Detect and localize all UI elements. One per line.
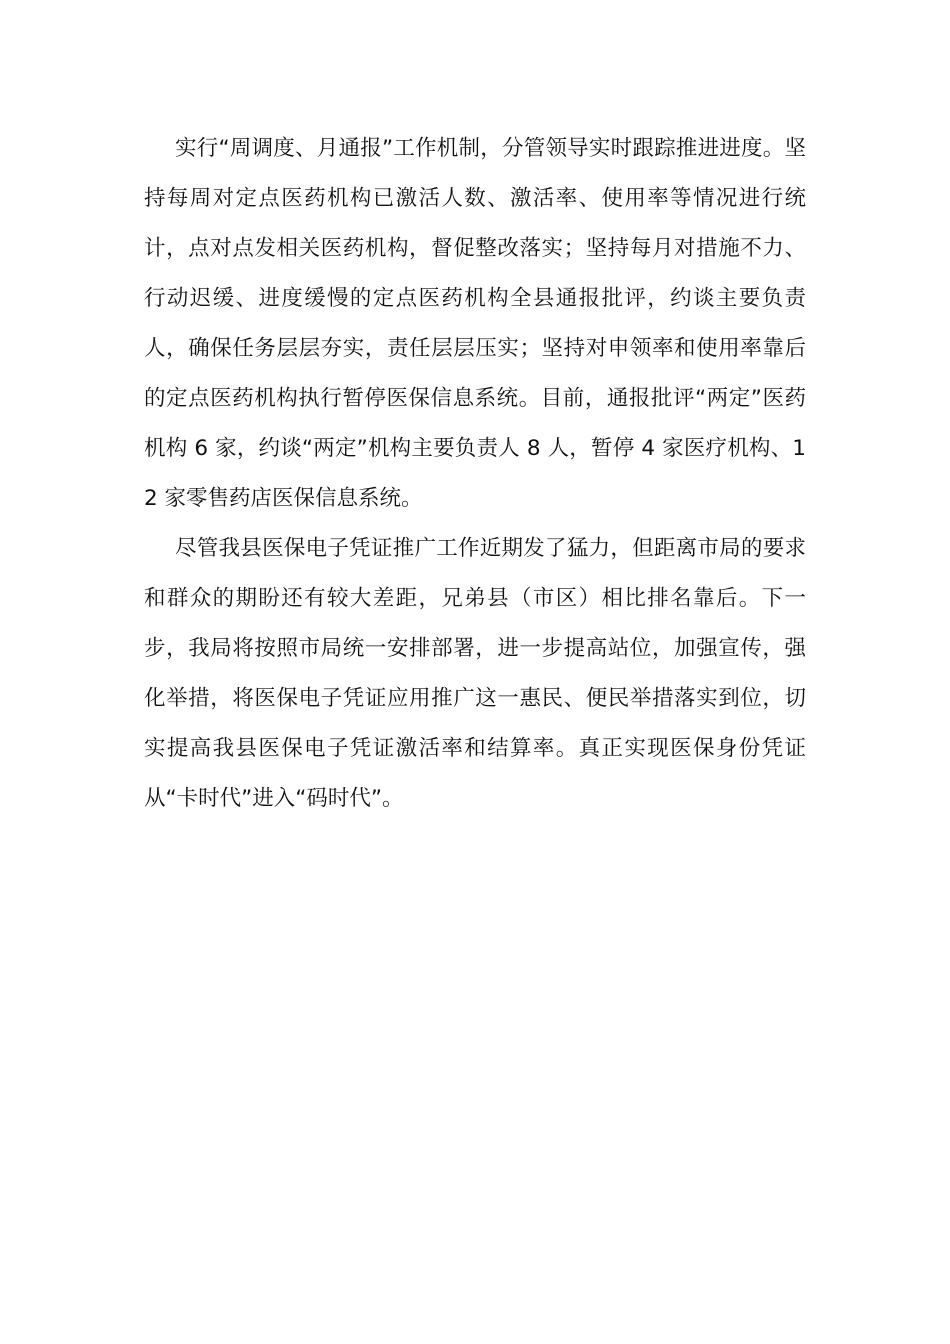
paragraph-2: 尽管我县医保电子凭证推广工作近期发了猛力，但距离市局的要求和群众的期盼还有较大差距，兄弟县（市区）相比排名靠后。下一步，我局将按照市局统一安排部署，进一步提高站位，加强宣传，强化举措，将医保电子凭证应用推广这一惠民、便民举措落实到位，切实提高我县医保电子凭证激活率和结算率。真正实现医保身份凭证从“卡时代”进入“码时代”。 [144, 536, 806, 811]
document-body [144, 124, 806, 824]
paragraph-1: 实行“周调度、月通报”工作机制，分管领导实时跟踪推进进度。坚持每周对定点医药机构已激活人数、激活率、使用率等情况进行统计，点对点发相关医药机构，督促整改落实；坚持每月对措施不力、行动迟缓、进度缓慢的定点医药机构全县通报批评，约谈主要负责人，确保任务层层夯实，责任层层压实；坚持对申领率和使用率靠后的定点医药机构执行暂停医保信息系统。目前，通报批评“两定”医药机构 6 家，约谈“两定”机构主要负责人 8 人，暂停 4 家医疗机构、12 家零售药店医保信息系统。 [144, 136, 806, 511]
